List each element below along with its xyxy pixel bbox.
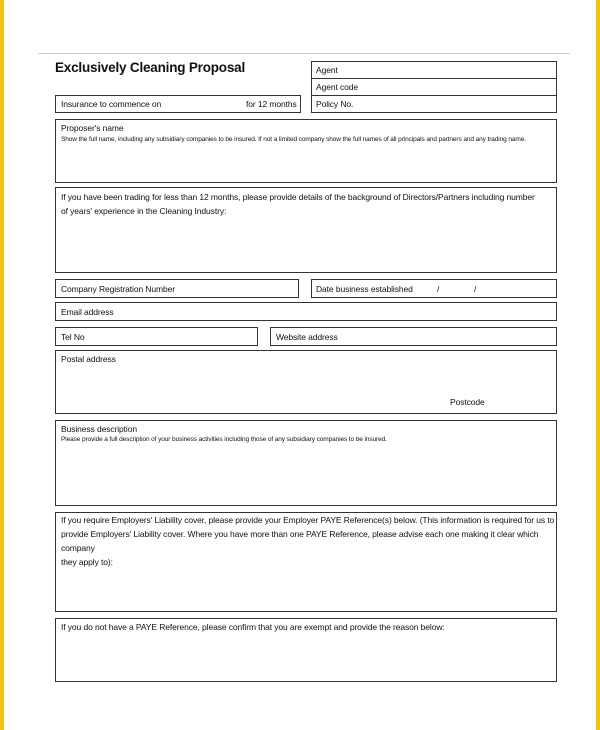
date-separator-2: / xyxy=(474,284,477,294)
tel-field[interactable] xyxy=(55,327,258,346)
business-description-label: Business description xyxy=(61,424,137,434)
proposer-name-help: Show the full name, including any subsidiary companies to be insured. If not a limited company show the full names of all principals and partners and any trading name. xyxy=(61,136,526,143)
date-established-label: Date business established xyxy=(316,284,413,294)
tel-label: Tel No xyxy=(61,332,85,342)
agent-code-label: Agent code xyxy=(316,82,359,92)
proposer-name-label: Proposer's name xyxy=(61,123,124,133)
trading-experience-label xyxy=(61,190,556,218)
website-label: Website address xyxy=(276,332,338,342)
top-divider xyxy=(38,53,570,54)
policy-no-label: Policy No. xyxy=(316,99,354,109)
for-months-label: for 12 months xyxy=(246,99,297,109)
proposer-name-field[interactable] xyxy=(55,119,557,183)
policy-no-field[interactable] xyxy=(311,95,557,113)
employers-line-1: If you require Employers' Liability cover, please provide your Employer PAYE Reference(s) below. (This information is required for us to xyxy=(61,515,555,525)
company-registration-label: Company Registration Number xyxy=(61,284,175,294)
employers-line-3: they apply to): xyxy=(61,557,113,567)
employers-line-2: provide Employers' Liability cover. Where you have more than one PAYE Reference, please advise each one making it clear which company xyxy=(61,529,539,553)
insurance-commence-field[interactable] xyxy=(55,95,301,113)
trading-line-2: of years' experience in the Cleaning Industry: xyxy=(61,206,227,216)
business-description-help: Please provide a full description of your business activities including those of any subsidiary companies to be insured. xyxy=(61,436,387,443)
company-registration-field[interactable] xyxy=(55,279,299,298)
postcode-label: Postcode xyxy=(450,397,485,407)
date-separator-1: / xyxy=(437,284,440,294)
date-established-field[interactable] xyxy=(311,279,557,298)
form-title: Exclusively Cleaning Proposal xyxy=(55,60,246,75)
paye-exempt-field[interactable] xyxy=(55,618,557,682)
agent-code-field[interactable] xyxy=(311,78,557,96)
agent-label: Agent xyxy=(316,65,338,75)
postal-address-field[interactable] xyxy=(55,350,557,414)
email-label: Email address xyxy=(61,307,114,317)
postal-address-label: Postal address xyxy=(61,354,116,364)
email-field[interactable] xyxy=(55,302,557,321)
employers-paye-label xyxy=(61,513,556,569)
agent-field[interactable] xyxy=(311,61,557,79)
employers-paye-field[interactable] xyxy=(55,512,557,612)
insurance-commence-label: Insurance to commence on xyxy=(61,99,162,109)
business-description-field[interactable] xyxy=(55,420,557,506)
trading-experience-field[interactable] xyxy=(55,187,557,273)
paye-exempt-label: If you do not have a PAYE Reference, please confirm that you are exempt and provide the reason below: xyxy=(61,622,445,632)
trading-line-1: If you have been trading for less than 12 months, please provide details of the background of Directors/Partners including number xyxy=(61,192,535,202)
website-field[interactable] xyxy=(270,327,557,346)
